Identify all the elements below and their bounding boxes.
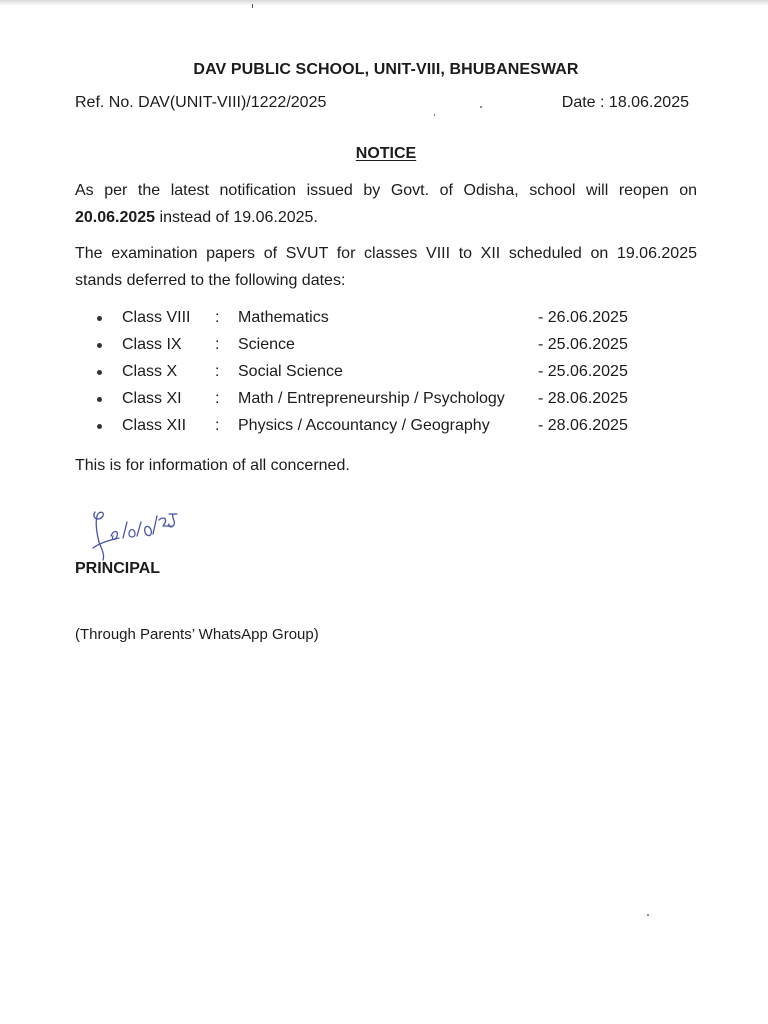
exam-date: - 25.06.2025: [538, 363, 628, 380]
reference-row: [75, 94, 689, 112]
bullet-icon: [97, 397, 102, 402]
closing-line: This is for information of all concerned.: [75, 457, 350, 474]
subject: Math / Entrepreneurship / Psychology: [238, 390, 505, 407]
scan-speck: [647, 914, 649, 916]
notice-date: Date : 18.06.2025: [561, 94, 689, 111]
exam-date: - 28.06.2025: [538, 417, 628, 434]
subject: Mathematics: [238, 309, 329, 326]
class-name: Class XII: [122, 417, 187, 434]
class-name: Class IX: [122, 336, 182, 353]
exam-date: - 26.06.2025: [538, 309, 628, 326]
bullet-icon: [97, 343, 102, 348]
scan-speck: [434, 114, 435, 116]
bullet-icon: [97, 316, 102, 321]
subject: Physics / Accountancy / Geography: [238, 417, 490, 434]
separator: :: [215, 417, 220, 434]
class-name: Class XI: [122, 390, 182, 407]
exam-date: - 25.06.2025: [538, 336, 628, 353]
principal-title: PRINCIPAL: [75, 560, 161, 577]
reopening-paragraph: [75, 177, 697, 231]
school-name: DAV PUBLIC SCHOOL, UNIT-VIII, BHUBANESWAR: [193, 61, 579, 78]
principal-signature: [83, 508, 183, 568]
scan-edge: [0, 0, 768, 6]
separator: :: [215, 309, 220, 326]
bullet-icon: [97, 370, 102, 375]
reference-number: Ref. No. DAV(UNIT-VIII)/1222/2025: [75, 94, 327, 111]
exam-date: - 28.06.2025: [538, 390, 628, 407]
reopening-date: 20.06.2025: [75, 209, 156, 226]
notice-title: NOTICE: [355, 145, 417, 162]
reopening-text: As per the latest notification issued by Govt. of Odisha, school will reopen on: [75, 182, 697, 199]
separator: :: [215, 336, 220, 353]
bullet-icon: [97, 424, 102, 429]
subject: Social Science: [238, 363, 343, 380]
subject: Science: [238, 336, 295, 353]
class-name: Class VIII: [122, 309, 191, 326]
deferral-paragraph: The examination papers of SVUT for classes VIII to XII scheduled on 19.06.2025 stands deferred to the following dates:: [75, 245, 697, 289]
separator: :: [215, 363, 220, 380]
class-name: Class X: [122, 363, 178, 380]
reopening-text-rest: instead of 19.06.2025.: [155, 209, 318, 226]
scan-mark: [252, 4, 253, 8]
distribution-note: (Through Parents’ WhatsApp Group): [75, 626, 319, 643]
separator: :: [215, 390, 220, 407]
